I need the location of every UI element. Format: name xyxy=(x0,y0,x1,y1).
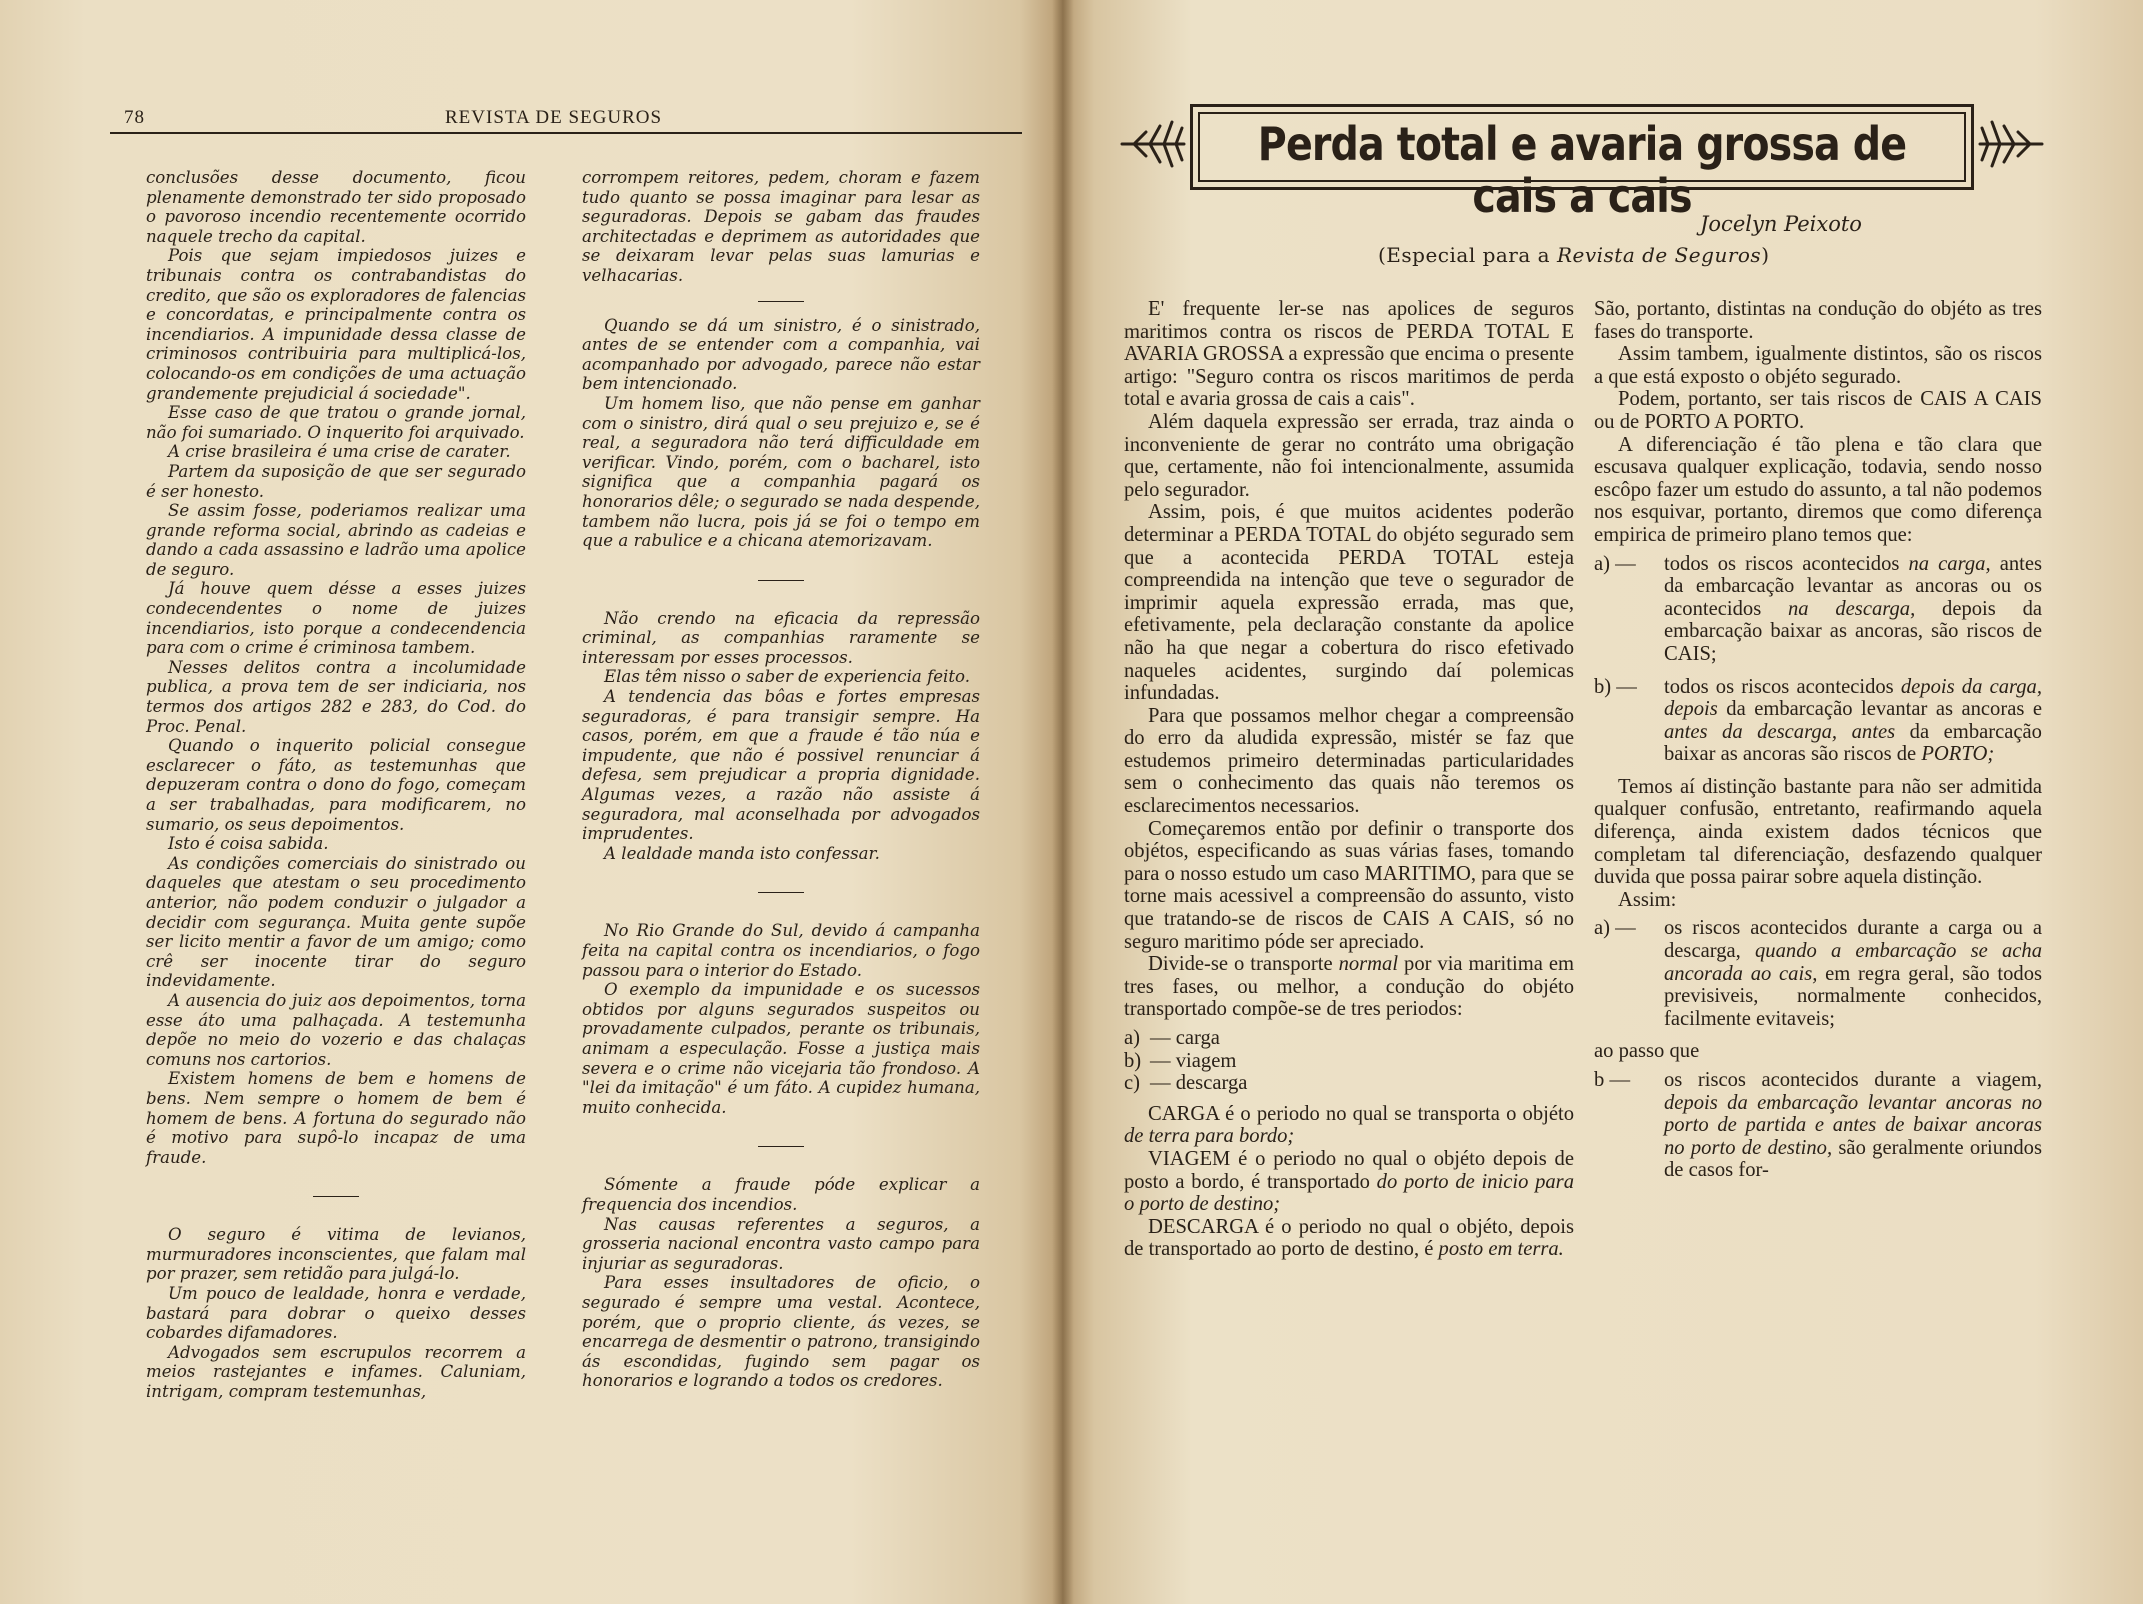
list-text: — carga xyxy=(1150,1027,1220,1049)
left-column-1 xyxy=(146,168,526,1402)
paragraph: E' frequente ler-se nas apolices de seguros maritimos contra os riscos de PERDA TOTAL E AVARIA GROSSA a expressão que encima o presente artigo: "Seguro contra os riscos maritimos de perda total e avaria grossa de cais a cais". xyxy=(1124,298,1574,411)
running-head xyxy=(110,107,1020,129)
separator-line xyxy=(758,1146,804,1147)
list-marker: b) xyxy=(1124,1049,1142,1072)
paragraph: No Rio Grande do Sul, devido á campanha feita na capital contra os incendiarios, o fogo passou para o interior do Estado. xyxy=(582,921,980,980)
paragraph: Existem homens de bem e homens de bens. Nem sempre o homem de bem é homem de bens. A fortuna do segurado não é motivo para supô-lo incapaz de uma fraude. xyxy=(146,1069,526,1167)
magazine-name: Revista de Seguros xyxy=(1556,243,1762,267)
paragraph: Isto é coisa sabida. xyxy=(168,834,329,854)
paragraph: A tendencia das bôas e fortes empresas seguradoras, é para transigir sempre. Ha casos, porém, em que a fraude é tão núa e impudente, que não é possivel renunciar á defesa, sem prejudicar a propria dignidade. Algumas vezes, a razão não assiste á seguradora, mal aconselhada por advogados imprudentes. xyxy=(582,687,980,844)
paragraph xyxy=(1124,1103,1574,1148)
paragraph: Quando o inquerito policial consegue esclarecer o fáto, as testemunhas que depuzeram contra o dono do fogo, começam a ser trabalhadas, para modificarem, no sumario, os seus depoimentos. xyxy=(146,736,526,834)
paragraph: Advogados sem escrupulos recorrem a meios rastejantes e infames. Caluniam, intrigam, compram testemunhas, xyxy=(146,1342,526,1402)
paragraph: corrompem reitores, pedem, choram e fazem tudo quanto se possa imaginar para lesar as seguradoras. Depois se gabam das fraudes architectadas e deprimem as autoridades que se deixaram levar pelas suas lamurias e velhacarias. xyxy=(582,168,980,285)
text-run: são geralmente oriundos de casos for- xyxy=(1664,1136,2042,1182)
list-text: — descarga xyxy=(1150,1072,1248,1095)
paragraph: Quando se dá um sinistro, é o sinistrado, antes de se entender com a companhia, vai acompanhado por advogado, parece não estar bem intencionado. xyxy=(582,315,980,394)
text-run: os riscos acontecidos durante a viagem, xyxy=(1664,1069,2042,1091)
paragraph: Assim, pois, é que muitos acidentes poderão determinar a PERDA TOTAL do objéto segurado sem que a acontecida PERDA TOTAL esteja compreendida na intenção que teve o segurador de imprimir aquela expressão errada, mas que, efetivamente, pela declaração constante da apolice não ha que negar a cobertura do risco efetivado naqueles acidentes, surgindo daí polemicas infundadas. xyxy=(1124,501,1574,705)
right-column-2 xyxy=(1594,298,2042,1192)
paragraph: ao passo que xyxy=(1594,1040,1700,1063)
paragraph: As condições comerciais do sinistrado ou daqueles que atestam o seu procedimento anterior, não podem conduzir o julgador a decidir com segurança. Muita gente supõe ser licito mentir a favor de um amigo; como crê ser inocente tirar do seguro indevidamente. xyxy=(146,853,526,991)
right-ornament-icon xyxy=(1976,114,2044,174)
list-marker: b — xyxy=(1594,1069,1631,1091)
section-break xyxy=(582,551,980,609)
text-run-italic: quando a embarcação se acha ancorada ao cais, xyxy=(1664,940,2042,985)
author-name: Jocelyn Peixoto xyxy=(1700,212,1862,236)
separator-line xyxy=(758,580,804,581)
paragraph: Partem da suposição de que ser segurado é ser honesto. xyxy=(146,461,526,501)
paragraph: Temos aí distinção bastante para não ser admitida qualquer confusão, entretanto, reafirmando aquela diferença, ainda existem dados técnicos que completam tal diferenciação, desfazendo qualquer duvida que possa pairar sobre aquela distinção. xyxy=(1594,775,2042,889)
book-gutter xyxy=(1052,0,1074,1604)
risk-list xyxy=(1594,1069,2042,1182)
list-item xyxy=(1594,553,2042,666)
text-run: antes da embarcação levantar as ancoras ou os acontecidos xyxy=(1664,552,2043,620)
paragraph: São, portanto, distintas na condução do objéto as tres fases do transporte. xyxy=(1594,298,2042,343)
list-item xyxy=(1124,1027,1574,1050)
text-run: DESCARGA é o periodo no qual o objéto, depois de transportado ao porto de destino, é xyxy=(1124,1215,1574,1261)
list-marker: a) — xyxy=(1594,917,1636,940)
paragraph: Além daquela expressão ser errada, traz ainda o inconveniente de gerar no contráto uma obrigação que, certamente, não foi intencionalmente, assumida pelo segurador. xyxy=(1124,410,1574,501)
paragraph: Nesses delitos contra a incolumidade publica, a prova tem de ser indiciaria, nos termos dos artigos 282 e 283, do Cod. do Proc. Penal. xyxy=(146,657,526,736)
paragraph: O seguro é vitima de levianos, murmuradores inconscientes, que falam mal por prazer, sem retidão para julgá-lo. xyxy=(146,1225,526,1284)
phase-list xyxy=(1124,1027,1574,1095)
paragraph: A lealdade manda isto confessar. xyxy=(604,843,880,863)
text-run: da embarcação baixar as ancoras são riscos de xyxy=(1664,720,2042,766)
text-run-italic: de terra para bordo; xyxy=(1124,1125,1295,1148)
paragraph: Para que possamos melhor chegar a compreensão do erro da aludida expressão, mistér se faz que estudemos primeiro determinadas particularidades sem o conhecimento das quais não teremos os esclarecimentos necessarios. xyxy=(1124,704,1574,818)
list-text: — viagem xyxy=(1150,1049,1237,1072)
article-title-banner xyxy=(1120,100,2032,223)
text-run: em regra geral, são todos previsiveis, normalmente conhecidos, facilmente evitaveis; xyxy=(1664,962,2042,1030)
list-item xyxy=(1124,1050,1574,1073)
list-text xyxy=(1664,676,2042,766)
paragraph xyxy=(1124,1216,1574,1261)
list-text xyxy=(1664,917,2042,1030)
text-run-italic: na descarga, xyxy=(1788,597,1916,620)
paragraph: Para esses insultadores de oficio, o segurado é sempre uma vestal. Acontece, porém, que o proprio cliente, ás vezes, se encarrega de desmentir o patrono, transigindo ás escondidas, fugindo sem pagar os honorarios e logrando a todos os credores. xyxy=(582,1273,980,1391)
section-break xyxy=(582,1117,980,1175)
paragraph: conclusões desse documento, ficou plenamente demonstrado ter sido proposado o pavoroso incendio recentemente ocorrido naquele trecho da capital. xyxy=(146,168,526,246)
left-page xyxy=(0,0,1062,1604)
risk-list xyxy=(1594,917,2042,1030)
text-run: depois da embarcação baixar as ancoras, são riscos de CAIS; xyxy=(1664,597,2043,665)
right-column-1 xyxy=(1124,298,1574,1261)
text-run-italic: depois da carga, depois xyxy=(1664,675,2042,721)
paragraph: Não crendo na eficacia da repressão criminal, as companhias raramente se interessam por esses processos. xyxy=(582,608,980,667)
paragraph: Um pouco de lealdade, honra e verdade, bastará para dobrar o queixo desses cobardes difamadores. xyxy=(146,1284,526,1343)
section-break xyxy=(146,1167,526,1225)
text-run: CARGA é o periodo no qual se transporta o objéto xyxy=(1148,1102,1574,1125)
list-marker: a) xyxy=(1124,1027,1140,1049)
text-run-italic: posto em terra. xyxy=(1438,1238,1564,1261)
separator-line xyxy=(758,892,804,893)
paragraph: A crise brasileira é uma crise de carater. xyxy=(168,442,511,462)
paragraph: Assim tambem, igualmente distintos, são os riscos a que está exposto o objéto segurado. xyxy=(1594,343,2042,388)
section-break xyxy=(582,286,980,316)
list-marker: b) — xyxy=(1594,675,1637,698)
running-title: REVISTA DE SEGUROS xyxy=(445,107,663,128)
paragraph: Elas têm nisso o saber de experiencia feito. xyxy=(604,667,970,687)
separator-line xyxy=(313,1196,359,1197)
paragraph: Assim: xyxy=(1618,888,1677,911)
list-text xyxy=(1664,1069,2042,1182)
paragraph: A ausencia do juiz aos depoimentos, torna esse áto uma palhaçada. A testemunha depõe no meio do vozerio e das chalaças comuns nos cartorios. xyxy=(146,990,526,1069)
special-note xyxy=(1378,243,1770,267)
paragraph: Esse caso de que tratou o grande jornal, não foi sumariado. O inquerito foi arquivado. xyxy=(146,403,526,442)
paragraph: O exemplo da impunidade e os sucessos obtidos por alguns segurados suspeitos ou provadamente culpados, perante os tribunais, animam a especulação. Fosse a justiça mais severa e o crime não vicejaria tão frondoso. A "lei da imitação" é um fáto. A cupidez humana, muito conhecida. xyxy=(582,980,980,1117)
text-run-italic: PORTO; xyxy=(1921,743,1995,766)
list-item xyxy=(1594,1069,2042,1182)
paragraph: A diferenciação é tão plena e tão clara que escusava qualquer explicação, todavia, sendo nosso escôpo fazer um estudo do assunto, a tal não podemos nos esquivar, portanto, diremos que como diferença empirica de primeiro plano temos que: xyxy=(1594,433,2042,546)
paragraph: Sómente a fraude póde explicar a frequencia dos incendios. xyxy=(582,1175,980,1214)
header-rule xyxy=(110,132,1022,134)
paragraph: Podem, portanto, ser tais riscos de CAIS A CAIS ou de PORTO A PORTO. xyxy=(1594,388,2042,433)
text-run-italic: normal xyxy=(1338,953,1399,976)
paragraph: Se assim fosse, poderiamos realizar uma grande reforma social, abrindo as cadeias e dando a cada assassino e ladrão uma apolice de seguro. xyxy=(146,501,526,579)
separator-line xyxy=(758,301,804,302)
text-run: Divide-se o transporte xyxy=(1148,953,1333,976)
text-run: da embarcação levantar as ancoras e xyxy=(1726,698,2042,721)
list-marker: a) — xyxy=(1594,552,1636,575)
left-ornament-icon xyxy=(1120,114,1188,174)
paragraph: Já houve quem désse a esses juizes condecendentes o nome de juizes incendiarios, isto porque a condecendencia para com o crime é criminosa tambem. xyxy=(146,579,526,658)
special-suffix: ) xyxy=(1761,243,1770,267)
list-item xyxy=(1594,676,2042,766)
text-run: VIAGEM é o periodo no qual o objéto depois de posto a bordo, é transportado xyxy=(1124,1147,1574,1193)
paragraph xyxy=(1124,1148,1574,1216)
list-marker: c) xyxy=(1124,1072,1140,1095)
risk-list xyxy=(1594,553,2042,766)
text-run-italic: na carga, xyxy=(1908,552,1991,575)
list-item xyxy=(1594,917,2042,1030)
section-break xyxy=(582,863,980,921)
paragraph: Um homem liso, que não pense em ganhar com o sinistro, dirá qual o seu prejuizo e, se é real, a seguradora não terá difficuldade em verificar. Vindo, porém, com o bacharel, isto significa que a companhia pagará os honorarios dêle; o segurado se nada despende, tambem não lucra, pois já se foi o tempo em que a rabulice e a chicana atemorizavam. xyxy=(582,393,980,551)
paragraph: Nas causas referentes a seguros, a grosseria nacional encontra vasto campo para injuriar as seguradoras. xyxy=(582,1214,980,1273)
paragraph: Começaremos então por definir o transporte dos objétos, especificando as suas várias fases, tomando para o nosso estudo um caso MARITIMO, para que se torne mais acessivel a compreensão do assunto, visto que tratando-se de riscos de CAIS A CAIS, só no seguro maritimo póde ser apreciado. xyxy=(1124,817,1574,953)
article-title: Perda total e avaria grossa de cais a cais xyxy=(1257,117,1907,223)
text-run: os riscos acontecidos durante a carga ou a descarga, xyxy=(1664,917,2042,963)
text-run: por via maritima em tres fases, ou melhor, a condução do objéto transportado compõe-se de tres periodos: xyxy=(1124,953,1574,1021)
list-text xyxy=(1664,553,2042,666)
text-run: todos os riscos acontecidos xyxy=(1664,675,1894,698)
list-item xyxy=(1124,1072,1574,1095)
text-run-italic: depois da embarcação levantar ancoras no porto de partida e antes de baixar ancoras no porto de destino, xyxy=(1664,1091,2042,1159)
paragraph: Pois que sejam impiedosos juizes e tribunais contra os contrabandistas do credito, que são os exploradores de falencias e concordatas, e principalmente contra os incendiarios. A impunidade dessa classe de criminosos contribuiria para multiplicá-los, colocando-os em condições de uma actuação grandemente prejudicial á sociedade". xyxy=(146,246,526,403)
text-run: todos os riscos acontecidos xyxy=(1664,552,1900,575)
text-run-italic: do porto de inicio para o porto de destino; xyxy=(1124,1170,1574,1216)
paragraph xyxy=(1124,953,1574,1021)
special-prefix: (Especial para a xyxy=(1378,243,1551,267)
page-number: 78 xyxy=(124,107,145,128)
text-run-italic: antes da descarga, antes xyxy=(1664,720,1896,743)
left-column-2 xyxy=(582,168,980,1391)
